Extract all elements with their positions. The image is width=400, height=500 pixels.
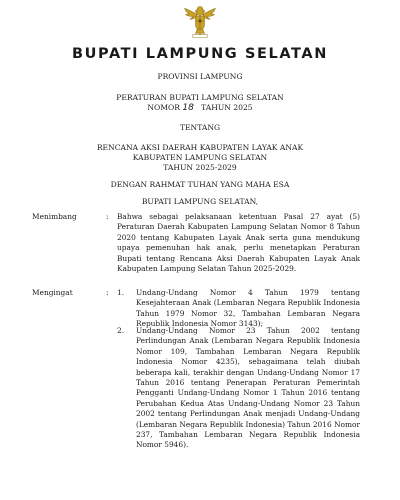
grace-line: DENGAN RAHMAT TUHAN YANG MAHA ESA: [110, 180, 290, 189]
document-title: BUPATI LAMPUNG SELATAN: [72, 46, 328, 62]
subject-line-3: TAHUN 2025-2029: [163, 163, 237, 172]
nomor-prefix: NOMOR: [147, 103, 180, 112]
menimbang-label: Menimbang: [32, 212, 77, 221]
mengingat-item-text: Undang-Undang Nomor 23 Tahun 2002 tentang Perlindungan Anak (Lembaran Negara Republik Indonesia Nomor 109, Tambahan Lembaran Negara Republik Indonesia Nomor 4235), sebagaimana telah diubah beberapa kali, terakhir dengan Undang-Undang Nomor 17 Tahun 2016 tentang Penerapan Peraturan Pemerintah Pengganti Undang-Undang Nomor 1 Tahun 2016 tentang Perubahan Kedua Atas Undang-Undang Nomor 23 Tahun 2002 tentang Perlindungan Anak menjadi Undang-Undang (Lembaran Negara Republik Indonesia) Tahun 2016 Nomor 237, Tambahan Lembaran Negara Republik Indonesia Nomor 5946).: [136, 326, 360, 450]
mengingat-item-number: 2.: [117, 326, 125, 335]
mengingat-label: Mengingat: [32, 288, 73, 297]
regulation-line: PERATURAN BUPATI LAMPUNG SELATAN: [116, 93, 284, 102]
garuda-emblem-icon: [182, 3, 218, 39]
menimbang-text: Bahwa sebagai pelaksanaan ketentuan Pasal 27 ayat (5) Peraturan Daerah Kabupaten Lampung Selatan Nomor 8 Tahun 2020 tentang Kabupaten Layak Anak serta guna mendukung upaya pemenuhan hak anak, perlu menetapkan Peraturan Bupati tentang Rencana Aksi Daerah Kabupaten Layak Anak Kabupaten Lampung Selatan Tahun 2025-2029.: [117, 212, 360, 274]
nomor-year: TAHUN 2025: [201, 103, 253, 112]
nomor-number: 18: [182, 103, 194, 113]
regulation-number-line: [0, 103, 400, 114]
subject-line-2: KABUPATEN LAMPUNG SELATAN: [132, 153, 268, 162]
mengingat-item-text: Undang-Undang Nomor 4 Tahun 1979 tentang Kesejahteraan Anak (Lembaran Negara Republik Indonesia Tahun 1979 Nomor 32, Tambahan Lembaran Negara Republik Indonesia Nomor 3143);: [136, 288, 360, 329]
menimbang-colon: :: [106, 212, 109, 221]
tentang-heading: TENTANG: [179, 123, 221, 132]
subject-line-1: RENCANA AKSI DAERAH KABUPATEN LAYAK ANAK: [96, 143, 304, 152]
province-line: PROVINSI LAMPUNG: [157, 72, 243, 81]
official-line: BUPATI LAMPUNG SELATAN,: [141, 197, 259, 206]
mengingat-item-number: 1.: [117, 288, 125, 297]
mengingat-colon: :: [106, 288, 109, 297]
